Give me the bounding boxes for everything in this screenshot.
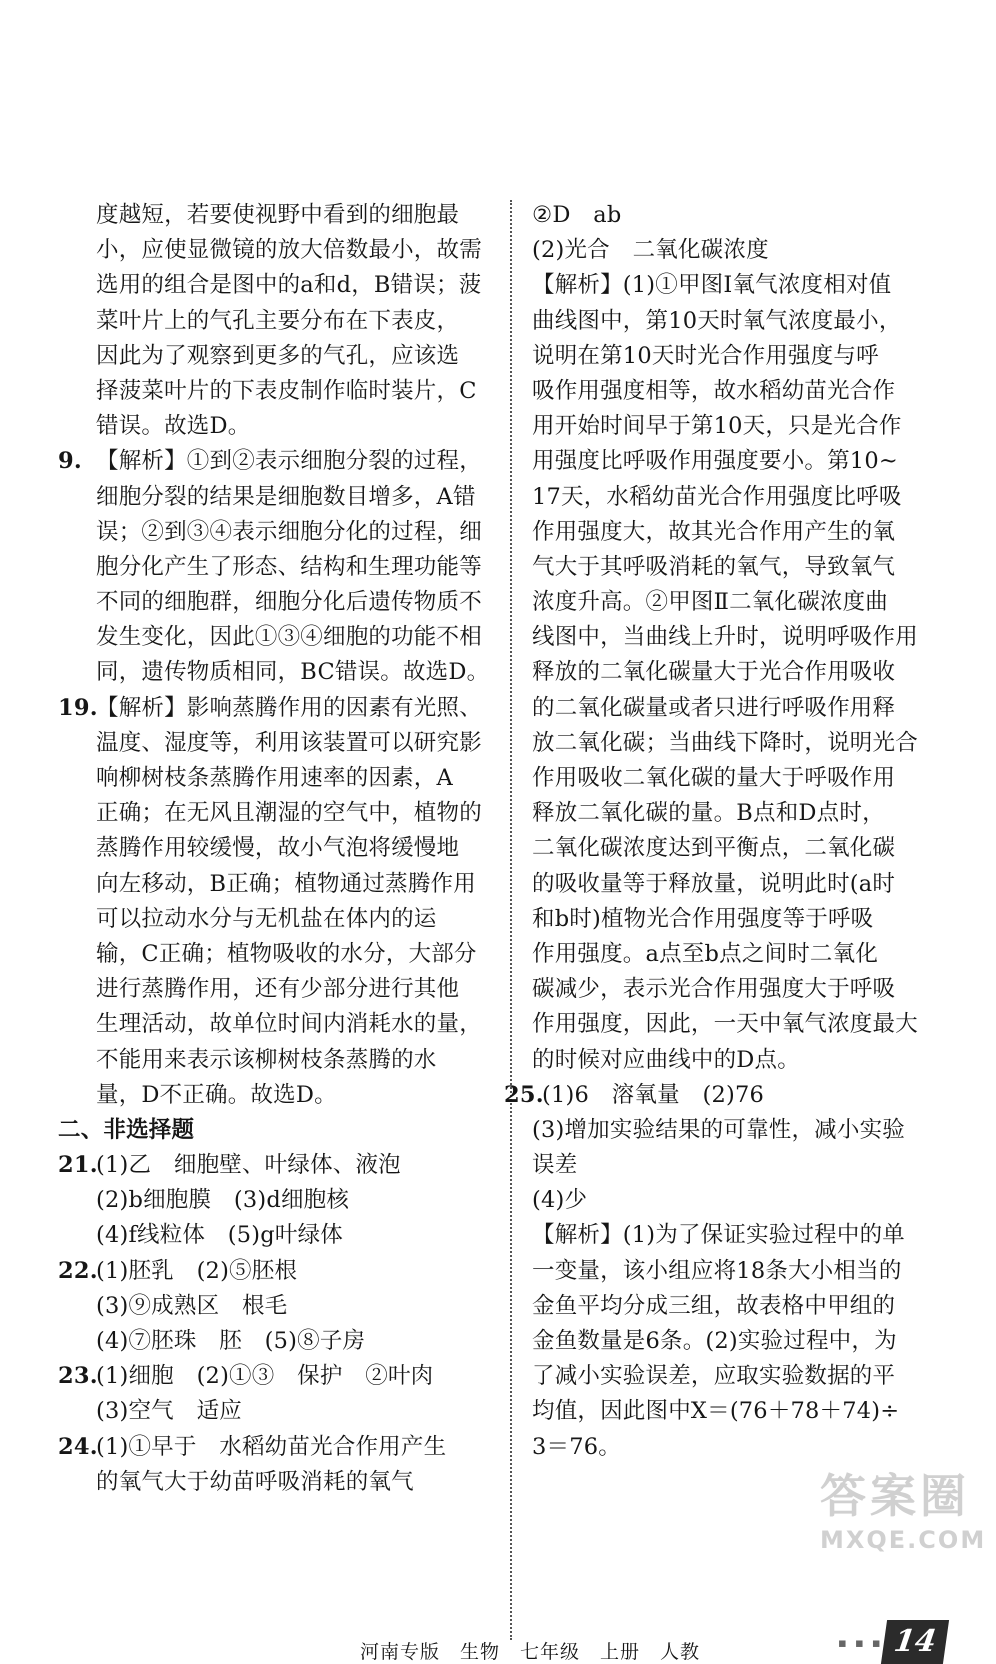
text-line [532,1289,950,1324]
line-text: 向左移动，B正确；植物通过蒸腾作用 [96,870,476,897]
line-text: (3)空气 适应 [96,1398,242,1425]
footer-decoration: ▪ ▪ ▪ [838,1636,883,1651]
line-text: 误差 [532,1152,578,1179]
line-text: 的时候对应曲线中的D点。 [532,1046,800,1073]
text-line [58,1324,496,1359]
line-text: 线图中，当曲线上升时，说明呼吸作用 [532,624,918,651]
right-column [504,198,950,1465]
line-text: 【解析】(1)为了保证实验过程中的单 [532,1222,905,1249]
line-text: ②D ab [532,202,622,228]
text-line [532,1218,950,1253]
text-line [532,655,950,690]
line-text: (3)增加实验结果的可靠性，减小实验 [532,1116,905,1143]
text-line [532,902,950,937]
answer-text: (1)胚乳 (2)⑤胚根 [96,1257,298,1284]
text-line [58,268,496,303]
text-line [58,1078,496,1113]
text-line [58,726,496,761]
text-line [532,339,950,374]
text-line [532,937,950,972]
text-line [532,867,950,902]
text-line [532,1394,950,1429]
text-line [532,1148,950,1183]
text-line [58,1218,496,1253]
line-text: (4)⑦胚珠 胚 (5)⑧子房 [96,1328,366,1354]
text-line [58,796,496,831]
text-line [532,374,950,409]
text-line [532,796,950,831]
answer-line [58,691,496,726]
question-number: 9. [58,448,82,475]
answer-line [58,1254,496,1289]
line-text: 可以拉动水分与无机盐在体内的运 [96,905,437,932]
text-line [532,831,950,866]
text-line [532,726,950,761]
line-text: 金鱼平均分成三组，故表格中甲组的 [532,1292,896,1319]
answer-line [58,1359,496,1394]
text-line [58,1394,496,1429]
line-text: 进行蒸腾作用，还有少部分进行其他 [96,976,460,1003]
question-number: 21. [58,1152,98,1179]
question-number: 23. [58,1363,98,1390]
text-line [532,409,950,444]
line-text: 生理活动，故单位时间内消耗水的量， [96,1011,482,1038]
line-text: 小，应使显微镜的放大倍数最小，故需 [96,237,482,264]
line-text: 和b时)植物光合作用强度等于呼吸 [532,905,874,932]
answer-line [504,1078,950,1113]
line-text: 输，C正确；植物吸收的水分，大部分 [96,940,477,967]
text-line [58,1043,496,1078]
text-line [58,831,496,866]
line-text: (4)少 [532,1187,588,1214]
line-text: 均值，因此图中X＝(76＋78＋74)÷ [532,1398,900,1425]
line-text: 说明在第10天时光合作用强度与呼 [532,342,879,369]
text-line [58,655,496,690]
line-text: 选用的组合是图中的a和d，B错误；菠 [96,272,482,299]
text-line [532,1043,950,1078]
text-line [58,374,496,409]
line-text: 同，遗传物质相同，BC错误。故选D。 [96,659,490,686]
line-text: (3)⑨成熟区 根毛 [96,1292,288,1319]
text-line [532,1183,950,1218]
text-line [58,480,496,515]
line-text: 释放的二氧化碳量大于光合作用吸收 [532,659,896,686]
text-line [532,480,950,515]
answer-text: 【解析】影响蒸腾作用的因素有光照、 [96,694,482,721]
answer-text: (1)6 溶氧量 (2)76 [542,1081,764,1108]
line-text: 正确；在无风且潮湿的空气中，植物的 [96,800,482,827]
text-line [58,937,496,972]
line-text: 发生变化，因此①③④细胞的功能不相 [96,624,482,651]
page-number: 14 [881,1620,949,1664]
text-line [58,515,496,550]
line-text: 细胞分裂的结果是细胞数目增多，A错 [96,483,476,510]
line-text: 度越短，若要使视野中看到的细胞最 [96,202,460,228]
text-line [58,339,496,374]
watermark-logo [820,1460,987,1580]
text-line [532,233,950,268]
line-text: 释放二氧化碳的量。B点和D点时， [532,800,885,827]
footer-text: 河南专版 生物 七年级 上册 人教 [360,1641,701,1663]
text-line [532,1254,950,1289]
text-line [58,620,496,655]
line-text: 【解析】(1)①甲图Ⅰ氧气浓度相对值 [532,272,892,299]
text-line [58,1007,496,1042]
text-line [532,1359,950,1394]
line-text: 了减小实验误差，应取实验数据的平 [532,1363,896,1390]
line-text: 金鱼数量是6条。(2)实验过程中，为 [532,1328,897,1354]
text-line [532,761,950,796]
line-text: 用开始时间早于第10天，只是光合作 [532,413,902,440]
answer-line [58,444,496,479]
text-line [58,550,496,585]
answer-line [58,1148,496,1183]
text-line [58,198,496,233]
text-line [58,233,496,268]
text-line [58,972,496,1007]
text-line [532,444,950,479]
line-text: 误；②到③④表示细胞分化的过程，细 [96,518,482,545]
line-text: (2)b细胞膜 (3)d细胞核 [96,1187,350,1214]
line-text: 作用强度。a点至b点之间时二氧化 [532,940,879,967]
question-number: 25. [504,1081,544,1108]
watermark-url: MXQE.COM [820,1526,987,1554]
section-heading-text: 二、非选择题 [58,1116,195,1143]
text-line [58,409,496,444]
line-text: 作用强度大，故其光合作用产生的氧 [532,518,896,545]
line-text: 的吸收量等于释放量，说明此时(a时 [532,870,896,897]
text-line [58,1465,496,1500]
line-text: 蒸腾作用较缓慢，故小气泡将缓慢地 [96,835,460,862]
line-text: 的二氧化碳量或者只进行呼吸作用释 [532,694,896,721]
line-text: 的氧气大于幼苗呼吸消耗的氧气 [96,1468,414,1495]
line-text: 二氧化碳浓度达到平衡点，二氧化碳 [532,835,896,862]
line-text: 响柳树枝条蒸腾作用速率的因素，A [96,765,453,791]
text-line [58,1289,496,1324]
text-line [532,1113,950,1148]
text-line [58,304,496,339]
line-text: 碳减少，表示光合作用强度大于呼吸 [532,976,896,1003]
text-line [58,1183,496,1218]
line-text: (4)f线粒体 (5)g叶绿体 [96,1222,343,1249]
line-text: (2)光合 二氧化碳浓度 [532,237,769,264]
line-text: 3＝76。 [532,1433,621,1460]
line-text: 温度、湿度等，利用该装置可以研究影 [96,729,482,756]
text-line [532,620,950,655]
question-number: 19. [58,694,98,721]
text-line [58,585,496,620]
text-line [532,198,950,233]
line-text: 17天，水稻幼苗光合作用强度比呼吸 [532,483,902,510]
line-text: 因此为了观察到更多的气孔，应该选 [96,342,460,369]
line-text: 气大于其呼吸消耗的氧气，导致氧气 [532,553,896,580]
line-text: 不能用来表示该柳树枝条蒸腾的水 [96,1046,437,1073]
text-line [58,902,496,937]
answer-text: (1)乙 细胞壁、叶绿体、液泡 [96,1152,401,1179]
left-column [58,198,496,1500]
answer-text: (1)①早于 水稻幼苗光合作用产生 [96,1433,447,1460]
watermark-text: 答案圈 [820,1469,970,1523]
text-line [532,585,950,620]
text-line [532,304,950,339]
answer-line [58,1430,496,1465]
line-text: 一变量，该小组应将18条大小相当的 [532,1257,902,1284]
text-line [532,268,950,303]
text-line [532,550,950,585]
line-text: 择菠菜叶片的下表皮制作临时装片，C [96,377,477,404]
text-line [58,867,496,902]
column-divider [510,200,512,1640]
line-text: 浓度升高。②甲图Ⅱ二氧化碳浓度曲 [532,589,888,616]
question-number: 24. [58,1433,98,1460]
text-line [532,1324,950,1359]
answer-text: (1)细胞 (2)①③ 保护 ②叶肉 [96,1363,434,1390]
line-text: 错误。故选D。 [96,413,251,440]
answer-text: 【解析】①到②表示细胞分裂的过程， [96,448,482,475]
line-text: 菜叶片上的气孔主要分布在下表皮， [96,307,460,334]
section-heading [58,1113,496,1148]
text-line [532,515,950,550]
text-line [58,761,496,796]
line-text: 胞分化产生了形态、结构和生理功能等 [96,553,482,580]
text-line [532,1007,950,1042]
line-text: 吸作用强度相等，故水稻幼苗光合作 [532,377,896,404]
line-text: 用强度比呼吸作用强度要小。第10~ [532,448,898,475]
text-line [532,691,950,726]
line-text: 作用吸收二氧化碳的量大于呼吸作用 [532,765,896,791]
text-line [532,972,950,1007]
line-text: 不同的细胞群，细胞分化后遗传物质不 [96,589,482,616]
line-text: 作用强度，因此，一天中氧气浓度最大 [532,1011,918,1038]
question-number: 22. [58,1257,98,1284]
line-text: 放二氧化碳；当曲线下降时，说明光合 [532,729,918,756]
line-text: 曲线图中，第10天时氧气浓度最小， [532,307,902,334]
line-text: 量，D不正确。故选D。 [96,1081,337,1108]
